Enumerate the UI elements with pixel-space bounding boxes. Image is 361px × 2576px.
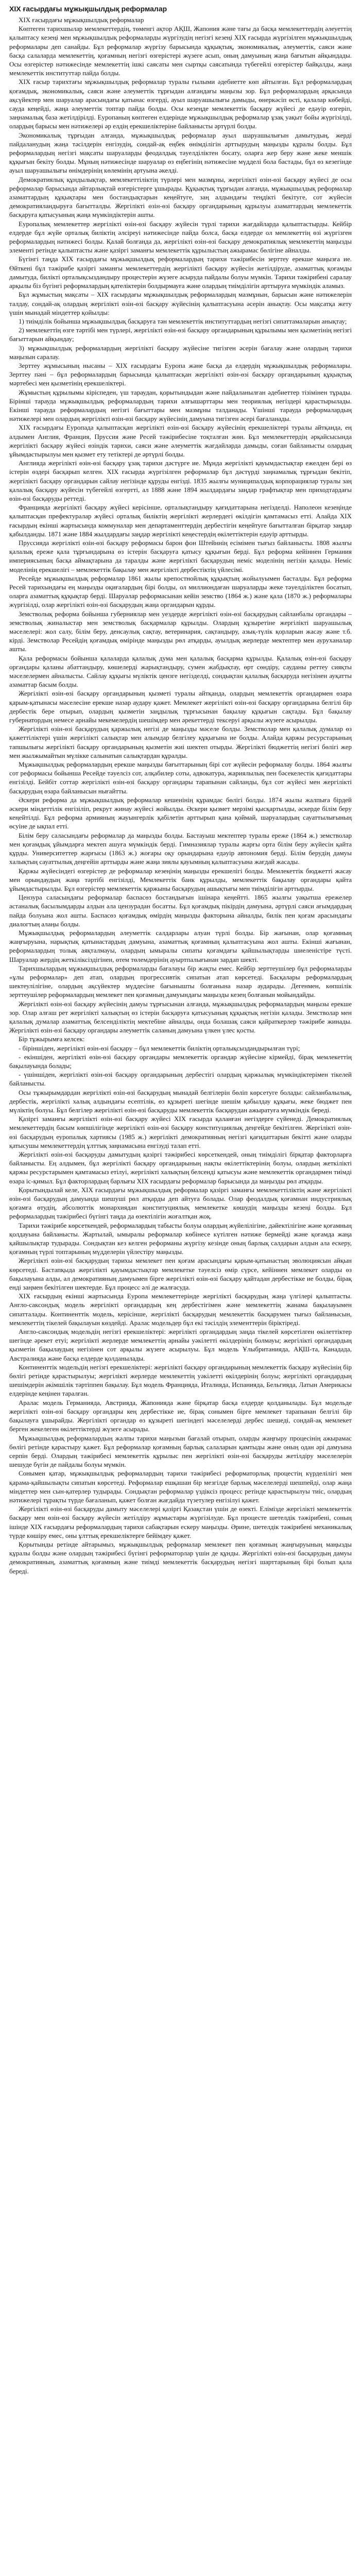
paragraph: Жергілікті өзін-өзі басқару жүйесінің дамуы тұрғысынан алғанда, мұжықшылдық реформалардың маңызы ерекше зор. Олар алғаш рет жергілікті халықтың өз істерін басқаруға қатысуының құқықтық негізін қалады. Земстволар мен қалалық думалар азаматтық белсенділіктің мектебіне айналды, онда болашақ саяси қайраткерлер тәжірибе жинады. Жергілікті өзін-өзі басқару органдары әлеуметтік саланың дамуына үлкен үлес қосты. <box>9 999 352 1035</box>
paragraph: Жергілікті өзін-өзі басқаруды дамыту мәселелері қазіргі Қазақстан үшін де өзекті. Елімізде жергілікті мемлекеттік басқару мен өзін-өзі басқару жүйесін жетілдіру жұмыстары жүргізілуде. Бұл процесте шетелдік тәжірибені, соның ішінде XIX ғасырдағы реформалардың тарихи сабақтарын ескеру маңызды. Әрине, шетелдік тәжірибені механикалық түрде көшіру емес, оны ұлттық ерекшеліктерге бейімдеу қажет. <box>9 1505 352 1539</box>
paragraph: Пруссияда жергілікті өзін-өзі басқару реформасы барон фон Штейннің есімімен тығыз байланысты. 1808 жылғы қалалық ереже қала тұрғындарына өз істерін басқаруға қатысу құқығын берді. Бұл реформа кейіннен Германия империясының басқа аймақтарына да таралды және жергілікті басқарудың неміс моделінің негізін қалады. Неміс моделінің ерекшелігі – мемлекеттік бақылау мен жергілікті дербестіктің үйлесімі. <box>9 538 352 573</box>
paragraph: - біріншіден, жергілікті өзін-өзі басқару – бұл мемлекеттік биліктің орталықсыздандырылған түрі; <box>19 1044 300 1052</box>
paragraph: Экономикалық тұрғыдан алғанда, мұжықшылдық реформалар ауыл шаруашылығын дамытудың, жерді пайдаланудың жаңа тәсілдерін енгізудің, сондай-ақ еңбек өнімділігін арттырудың маңызды құралы болды. Бұл реформалардың негізгі мақсаты шаруаларды феодалдық тәуелділіктен босату, оларға жер беру және жеке меншік құқығын бекіту болды. Мұның нәтижесінде шаруалар өз еңбегінің нәтижесіне мүдделі бола бастады, бұл өз кезегінде ауыл шаруашылығы өнімдерінің көлемінің артуына әкелді. <box>9 131 352 175</box>
paragraph: Жергілікті өзін-өзі басқарудың қаржылық негізі де маңызды мәселе болды. Земстволар мен қалалық думалар өз қажеттіліктері үшін жергілікті салықтар мен алымдар белгілеу құқығына ие болды. Алайда қаржы ресурстарының тапшылығы жергілікті басқару органдарының қызметін жиі шектеп отырды. Жергілікті бюджеттің негізгі бөлігі жер мен жылжымайтын мүлікке салынатын салықтардан құралды. <box>9 725 352 759</box>
paragraph: XIX ғасырдағы мұжықшылдық реформалар <box>19 16 144 24</box>
paragraph: Англо-саксондық модельдің негізгі ерекшеліктері: жергілікті органдардың заңда тікелей көрсетілген өкілеттіктер шегінде әрекет етуі; жергілікті жерлерде мемлекеттің арнайы уәкілетті өкілдерінің болмауы; жергілікті органдардың қызметін бақылаудың негізінен сот арқылы жүзеге асырылуы. Бұл модель Ұлыбританияда, АҚШ-та, Канадада, Австралияда және басқа елдерде қолданылады. <box>9 1328 352 1362</box>
paragraph: Англияда жергілікті өзін-өзі басқару ұзақ тарихи дәстүрге ие. Мұнда жергілікті қауымдастықтар ежелден бері өз істерін өздері басқарып келген. XIX ғасырда жүргізілген реформалар бұл дәстүрді заңнамалық тұрғыдан бекітіп, жергілікті басқару органдарын сайлау негізінде құруды енгізді. 1835 жылғы муниципалдық корпорациялар туралы заң қалалық басқару жүйесін түбегейлі өзгертті, ал 1888 және 1894 жылдардағы заңдар графтықтар мен приходтардағы өзін-өзі басқаруды реттеді. <box>9 459 352 502</box>
paragraph: Тарихи тәжірибе көрсеткендей, реформалардың табысты болуы олардың жүйелілігіне, дәйектілігіне және қоғамның қолдауына байланысты. Жартылай, ымыралы реформалар көбінесе күтілген нәтиже бермейді және қоғамда жаңа қайшылықтар тудырады. Сондықтан кез келген реформаны жүргізу кезінде оның барлық салдарын алдын ала ескеру, қоғамның түрлі топтарының мүдделерін үйлестіру маңызды. <box>9 1221 352 1256</box>
paragraph: Бұл жұмыстың мақсаты – XIX ғасырдағы мұжықшылдық реформалардың мазмұнын, барысын және нәтижелерін талдау, сондай-ақ олардың жергілікті өзін-өзі басқару жүйесінің қалыптасуына әсерін анықтау. Осы мақсатқа жету үшін мынадай міндеттер қойылды: <box>9 291 352 316</box>
paragraph: Осы тұжырымдардан жергілікті өзін-өзі басқарудың мынадай белгілерін бөліп көрсетуге болады: сайланбалылық, дербестік, жергілікті халық алдындағы есептілік, өз құзыреті шегінде шешім қабылдау құқығы, жеке бюджет пен мүліктің болуы. Бұл белгілер жергілікті өзін-өзі басқаруды мемлекеттік басқарудан ажыратуға мүмкіндік береді. <box>9 1088 352 1114</box>
paragraph: Францияда жергілікті басқару жүйесі керісінше, орталықтандыру қағидаттарына негізделді. Наполеон кезеңінде қалыптасқан префектуралар жүйесі орталық биліктің жергілікті жерлердегі өкілдігін қамтамасыз етті. Алайда XIX ғасырдың екінші жартысында коммуналар мен департаменттердің дербестігін кеңейтуге бағытталған бірқатар заңдар қабылданды. 1871 және 1884 жылдардағы заңдар жергілікті кеңестердің өкілеттіктерін едәуір арттырды. <box>9 503 352 538</box>
paragraph: Әскери реформа да мұжықшылдық реформалар кешенінің құрамдас бөлігі болды. 1874 жылы жалпыға бірдей әскери міндеттілік енгізіліп, рекрут жинау жүйесі жойылды. Әскери қызмет мерзімі қысқартылды, әскерде білім беру кеңейтілді. Бұл реформа армияның жауынгерлік қабілетін арттырып қана қоймай, шаруалардың сауаттылығының өсуіне де ықпал етті. <box>9 795 352 831</box>
paragraph: Бүгінгі таңда XIX ғасырдағы мұжықшылдық реформалардың тарихи тәжірибесін зерттеу ерекше маңызға ие. Өйткені бұл тәжірибе қазіргі заманғы мемлекеттердің жергілікті басқару жүйесін жетілдіруде, азаматтық қоғамды дамытуда, билікті орталықсыздандыру процестерін жүзеге асыруда пайдалы болуы мүмкін. Тарихи тәжірибені саралау арқылы біз бүгінгі реформалардың қателіктерін болдырмауға және олардың тиімділігін арттыруға мүмкіндік аламыз. <box>9 255 352 290</box>
paragraph: Аралас модель Германияда, Австрияда, Жапонияда және бірқатар басқа елдерде қолданылады. Бұл модельде жергілікті өзін-өзі басқару органдары кең дербестікке ие, бірақ сонымен бірге мемлекет тарапынан белгілі бір бақылауға ұшырайды. Жергілікті органдар өз құзыреті шегіндегі мәселелерді дербес шешеді, сондай-ақ мемлекет берген жекелеген өкілеттіктерді жүзеге асырады. <box>9 1398 352 1433</box>
paragraph: 2) мемлекеттің өзге тәртібі мен түрлері, жергілікті өзін-өзі басқару органдарының құрылымы мен қызметінің негізгі бағыттарын айқындау; <box>9 326 352 343</box>
paragraph: Цензура саласындағы реформалар баспасөз бостандығын ішінара кеңейтті. 1865 жылғы уақытша ережелер астаналық басылымдарды алдын ала цензурадан босатты. Бұл қоғамдық пікірдің дамуына, әртүрлі саяси ағымдардың пайда болуына жол ашты. Баспасөз қоғамдық өмірдің маңызды факторына айналды, билік пен қоғам арасындағы диалогтың алаңы болды. <box>9 893 352 928</box>
paragraph: - екіншіден, жергілікті өзін-өзі басқару органдары мемлекеттік органдар жүйесіне кірмейді, бірақ мемлекеттің бақылауында болады; <box>9 1053 352 1070</box>
document-title: XIX ғасырдағы мұжықшылдық реформалар <box>9 5 167 13</box>
paragraph: Қала реформасы бойынша қалаларда қалалық дума мен қалалық басқарма құрылды. Қалалық өзін-өзі басқару органдары қаланы абаттандыру, көшелерді жарықтандыру, сумен жабдықтау, өрт сөндіру, сауданы реттеу сияқты мәселелермен айналысты. Сайлау құқығы мүліктік цензге негізделді, сондықтан қалалық басқаруда негізінен ауқатты азаматтар басым болды. <box>9 654 352 689</box>
document-page <box>9 4 352 1575</box>
paragraph: Сонымен қатар, мұжықшылдық реформалардың тарихи тәжірибесі реформаторлық процестің күрделілігі мен қарама-қайшылықты сипатын көрсетеді. Реформалар ешқашан бір мезгілде барлық мәселелерді шешпейді, олар жаңа міндеттер мен сын-қатерлер тудырады. Сондықтан реформалар үздіксіз процесс ретінде қарастырылуы тиіс, олардың нәтижелері тұрақты түрде бағаланып, қажет болған жағдайда түзетулер енгізілуі қажет. <box>9 1469 352 1504</box>
paragraph: XIX ғасырдағы Еуропада қалыптасқан жергілікті өзін-өзі басқару жүйесінің ерекшеліктері туралы айтқанда, ең алдымен Англия, Франция, Пруссия және Ресей тәжірибесіне тоқталған жөн. Бұл мемлекеттердің әрқайсысында жергілікті басқару жүйесі өзіндік тарихи, саяси және әлеуметтік жағдайларда дамыды, соған байланысты олардың ұйымдастырылуы мен қызмет ету тетіктері де әртүрлі болды. <box>9 423 352 458</box>
paragraph: Ресейде мұжықшылдық реформалар 1861 жылы крепостнойлық құқықтың жойылуымен басталды. Бұл реформа Ресей тарихындағы ең маңызды оқиғалардың бірі болды, ол миллиондаған шаруаларды жеке тәуелділіктен босатып, оларға азаматтық құқықтар берді. Шаруалар реформасынан кейін земство (1864 ж.) және қала (1870 ж.) реформалары жүргізілді, олар жергілікті өзін-өзі басқарудың жаңа органдарын құрды. <box>9 574 352 609</box>
paragraph: Бір тұжырымға келсек: <box>19 1035 85 1043</box>
paragraph: Қорытынды ретінде айтарымыз, мұжықшылдық реформалар мемлекет пен қоғамның жаңғыруының маңызды құралы болды және олардың тәжірибесі бүгінгі реформаторлар үшін де құнды. Жергілікті өзін-өзі басқарудың дамуы демократияның, азаматтық қоғамның және тиімді мемлекеттік басқарудың негізгі шарттарының бірі болып қала береді. <box>9 1540 352 1575</box>
paragraph: XIX ғасыр тарихтағы мұжықшылдық реформалар туралы ғылыми әдебиетте көп айтылған. Бұл реформалардың қоғамдық, экономикалық, саяси және әлеуметтік тұрғыдан алғандағы маңызы зор. Бұл реформалардың арқасында ақсүйектер мен шаруалар арасындағы қатынас өзгерді, ауыл шаруашылығы дамыды, өнеркәсіп өсті, қалалар көбейді, сауда кеңейді, жаңа әлеуметтік топтар пайда болды. Осы кезеңде мемлекеттік басқару жүйесі де едәуір өзгеріп, заңнамалық база жетілдірілді. Еуропаның көптеген елдерінде мұжықшылдық реформалар ұзақ уақыт бойы жүргізілді, олардың барысы мен нәтижелері әр елдің ерекшеліктеріне байланысты әртүрлі болды. <box>9 78 352 130</box>
paragraph: 3) мұжықшылдық реформалардың жергілікті басқару жүйесіне тигізген әсерін бағалау және олардың тарихи маңызын саралау. <box>9 344 352 361</box>
paragraph: XIX ғасырдың екінші жартысында Еуропа мемлекеттерінде жергілікті басқарудың жаңа үлгілері қалыптасты. Англо-саксондық модель жергілікті органдардың кең дербестігімен және мемлекеттің жанама бақылауымен сипатталады. Континенттік модель, керісінше, жергілікті басқарудың мемлекеттік басқарумен тығыз байланысын, мемлекеттің тікелей бақылауын көздейді. Аралас модельдер бұл екі тәсілдің элементтерін біріктіреді. <box>9 1292 352 1327</box>
paragraph: 1) тиімділік бойынша мұжықшылдық басқаруға тән мемлекеттік институттардың негізгі сипаттамаларын анықтау; <box>19 317 347 325</box>
paragraph: - үшіншіден, жергілікті өзін-өзі басқару органдарының дербестігі олардың қаржылық мүмкіндіктерімен тікелей байланысты. <box>9 1071 352 1088</box>
paragraph: Еуропалық мемлекеттер жергілікті өзін-өзі басқару жүйесін түрлі тарихи жағдайларда қалыптастырды. Кейбір елдерде бұл жүйе орталық биліктің әлсіреуі нәтижесінде пайда болса, басқа елдерде ол мемлекеттің өзі жүргізген реформалардың нәтижесі болды. Қалай болғанда да, жергілікті өзін-өзі басқару демократиялық мемлекеттің маңызды элементі ретінде қалыптасты және қазіргі заманғы мемлекеттік құрылыстың ажырамас бөлігіне айналды. <box>9 219 352 255</box>
paragraph: Мұжықшылдық реформалардың әлеуметтік салдарлары алуан түрлі болды. Бір жағынан, олар қоғамның жаңғыруына, нарықтық қатынастардың дамуына, азаматтық қоғамның қалыптасуына жол ашты. Екінші жағынан, реформалардың толық аяқталмауы, олардың ымыралы сипаты қоғамдағы қайшылықтарды шиеленістіре түсті. Шаруалар жердің жеткіліксіздігінен, өтем төлемдерінің ауыртпалығынан зардап шекті. <box>9 928 352 963</box>
paragraph: Демократиялық құндылықтар, мемлекеттіліктің түрлері мен мазмұны, жергілікті өзін-өзі басқару жүйесі де осы реформалар барысында айтарлықтай өзгерістерге ұшырады. Құқықтық тұрғыдан алғанда, мұжықшылдық реформалар азаматтардың құқықтары мен бостандықтарын кеңейтуге, заң алдындағы теңдікті бекітуге, сот жүйесін демократияландыруға бағытталды. Жергілікті өзін-өзі басқару органдарының құрылуы азаматтардың мемлекеттік басқаруға қатысуының жаңа мүмкіндіктерін ашты. <box>9 175 352 219</box>
paragraph: Жергілікті өзін-өзі басқарудың тарихы мемлекет пен қоғам арасындағы қарым-қатынастың эволюциясын айқын көрсетеді. Бастапқыда жергілікті қауымдастықтар мемлекетке тәуелсіз өмір сүрсе, кейіннен мемлекет оларды өз бақылауына алды, ал демократияның дамуымен бірге жергілікті өзін-өзі басқару қайтадан дербестікке ие болды, бірақ енді заңмен бекітілген шектерде. Бұл процесс әлі де жалғасуда. <box>9 1257 352 1292</box>
paragraph: Зерттеу жұмысының нысаны – XIX ғасырдағы Еуропа және басқа да елдердің мұжықшылдық реформалары. Зерттеу пәні – бұл реформалардың барысында қалыптасқан жергілікті өзін-өзі басқару органдарының құқықтық мәртебесі мен қызметінің ерекшеліктері. <box>9 361 352 387</box>
paragraph: Білім беру саласындағы реформалар да маңызды болды. Бастауыш мектептер туралы ереже (1864 ж.) земстволар мен қоғамдық ұйымдарға мектеп ашуға мүмкіндік берді. Гимназиялар туралы жарғы орта білім беру жүйесін қайта құрды. Университеттер жарғысы (1863 ж.) жоғары оқу орындарына едәуір автономия берді. Білім берудің дамуы халықтың сауаттылық деңгейін арттырды және жаңа зиялы қауымның қалыптасуына жағдай жасады. <box>9 831 352 866</box>
paragraph: Тарихшылардың мұжықшылдық реформаларды бағалауы бір жақты емес. Кейбір зерттеушілер бұл реформаларды «ұлы реформалар» деп атап, олардың прогрессивтік сипатын атап көрсетеді. Басқалары реформалардың шектеулілігіне, олардың ақсүйектер мүддесіне бағынышты болғанына назар аударады. Дегенмен, көпшілік зерттеушілер реформалардың мемлекет пен қоғамның дамуындағы маңызды кезең болғанын мойындайды. <box>9 964 352 999</box>
paragraph: Земстволық реформа бойынша губерниялар мен уездерде жергілікті өзін-өзі басқарудың сайланбалы органдары – земстволық жиналыстар мен земстволық басқармалар құрылды. Олардың құзыретіне жергілікті шаруашылық мәселелері: жол салу, білім беру, денсаулық сақтау, ветеринария, сақтандыру, азық-түлік қорларын жасау және т.б. кірді. Земстволар Ресейдің қоғамдық өмірінде маңызды рөл атқарды, ауылдық жерлерде мектептер мен ауруханалар ашты. <box>9 609 352 653</box>
paragraph: Жергілікті өзін-өзі басқару органдарының қызметі туралы айтқанда, олардың мемлекеттік органдармен өзара қарым-қатынасы мәселесіне ерекше назар аудару қажет. Мемлекет жергілікті өзін-өзі басқару органдарына белгілі бір дербестік бере отырып, олардың қызметін заңдылық тұрғысынан бақылау құқығын сақтады. Бұл бақылау губернатордың немесе арнайы мекемелердің шешімдер мен әрекеттерді тексеруі арқылы жүзеге асырылды. <box>9 689 352 724</box>
document-body <box>9 15 352 1575</box>
paragraph: Мұжықшылдық реформалардың ерекше маңызды бағыттарының бірі сот жүйесін реформалау болды. 1864 жылғы сот реформасы бойынша Ресейде тәуелсіз сот, алқабилер соты, адвокатура, жариялылық пен бәсекелестік қағидаттары енгізілді. Бейбіт соттар жергілікті өзін-өзі басқару органдары тарапынан сайланды, бұл сот жүйесі мен жергілікті басқарудың өзара байланысын нығайтты. <box>9 760 352 795</box>
paragraph: Континенттік модельдің негізгі ерекшеліктері: жергілікті басқару органдарының мемлекеттік басқару жүйесінің бір бөлігі ретінде қарастырылуы; жергілікті жерлерде мемлекеттің уәкілетті өкілдерінің болуы; жергілікті органдардың шешімдерін әкімшілік тәртіппен бақылау. Бұл модель Францияда, Италияда, Испанияда, Бельгияда, Латын Америкасы елдерінде кеңінен таралған. <box>9 1363 352 1398</box>
paragraph: Қорытындылай келе, XIX ғасырдағы мұжықшылдық реформалар қазіргі заманғы мемлекеттіліктің және жергілікті өзін-өзі басқарудың дамуында шешуші рөл атқарды деп айтуға болады. Олар феодалдық қоғамнан индустриялық қоғамға өтудің, абсолюттік монархиядан конституциялық мемлекетке көшудің маңызды кезеңі болды. Бұл реформалардың тәжірибесі бүгінгі таңда да өзектілігін жоғалтқан жоқ. <box>9 1185 352 1221</box>
paragraph: Мұжықшылдық реформалардың жалпы тарихи маңызын бағалай отырып, оларды жаңғыру процесінің ажырамас бөлігі ретінде қарастыру қажет. Бұл реформалар қоғамның барлық салаларын қамтыды және оның одан әрі дамуына серпін берді. Олардың тәжірибесі мемлекеттік құрылыс пен жергілікті өзін-өзі басқаруды жетілдіру мәселелерін шешуде бүгін де пайдалы болуы мүмкін. <box>9 1434 352 1469</box>
paragraph: Көптеген тарихшылар мемлекеттердің, төменгі ақтор АҚШ, Жапония және тағы да басқа мемлекеттердің әлеуеттің қалыптасу кезеңі мен мұжықшылдық реформаларды жүргізудің негізгі кезеңі XIX ғасырда жүргізілген мұжықшылдық реформалары деп санайды. Бұл реформалар жүргізу барысында құқықтық, экономикалық, әлеуметтік, саяси және басқа салаларда мемлекеттің, қоғамның негізгі өзгерістері жүзеге асып, оның дамуының жаңа бағытын айқындады. Осы өзгерістер нәтижесінде мемлекеттің ішкі саясаты мен сыртқы саясатында түбегейлі өзгерістер байқалды, жаңа мемлекеттік институттар пайда болды. <box>9 25 352 77</box>
paragraph: Қазіргі заманғы жергілікті өзін-өзі басқару жүйесі XIX ғасырда қаланған негіздерге сүйенеді. Демократиялық мемлекеттердің басым көпшілігінде жергілікті өзін-өзі басқару конституциялық деңгейде бекітілген. Жергілікті өзін-өзі басқарудың еуропалық хартиясы (1985 ж.) жергілікті демократияның негізгі қағидаттарын бекітті және оларды қатысушы мемлекеттердің ұлттық заңнамасына енгізуді талап етті. <box>9 1115 352 1149</box>
paragraph: Қаржы жүйесіндегі өзгерістер де реформалар кезеңінің маңызды ерекшелігі болды. Мемлекеттік бюджетті жасау мен орындаудың жаңа тәртібі енгізілді, Мемлекеттік банк құрылды, мемлекеттік бақылау органдары қайта ұйымдастырылды. Бұл өзгерістер мемлекеттік қаржыны басқарудың ашықтығы мен тиімділігін арттырды. <box>9 867 352 892</box>
paragraph: Жұмыстың құрылымы кіріспеден, үш тараудан, қорытындыдан және пайдаланылған әдебиеттер тізімінен тұрады. Бірінші тарауда мұжықшылдық реформалардың тарихи алғышарттары мен теориялық негіздері қарастырылады. Екінші тарауда реформалардың негізгі бағыттары мен мазмұны талданады. Үшінші тарауда реформалардың нәтижелері мен олардың жергілікті өзін-өзі басқару жүйесінің дамуына тигізген әсері бағаланады. <box>9 388 352 423</box>
paragraph: Жергілікті өзін-өзі басқаруды дамытудың қазіргі тәжірибесі көрсеткендей, оның тиімділігі бірқатар факторларға байланысты. Ең алдымен, бұл жергілікті басқару органдарының нақты өкілеттіктерінің болуы, олардың жеткілікті қаржы ресурстарымен қамтамасыз етілуі, жергілікті халықтың белсенді қатысуы және мемлекеттік органдармен тиімді өзара іс-қимыл. Бұл факторлардың барлығы XIX ғасырдағы реформалар барысында да маңызды рөл атқарды. <box>9 1150 352 1185</box>
